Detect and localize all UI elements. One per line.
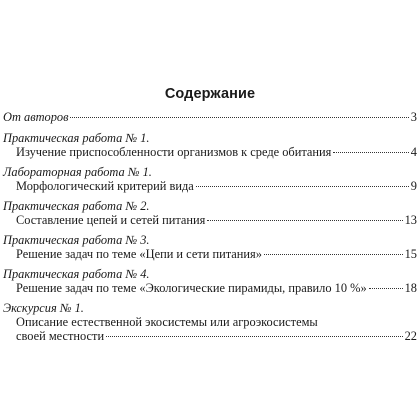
toc-entry-title: От авторов <box>3 110 69 124</box>
toc-page-number: 22 <box>404 329 417 343</box>
toc-entry-practical-4[interactable] <box>3 267 417 295</box>
toc-line <box>3 281 417 295</box>
page-title: Содержание <box>164 86 256 102</box>
toc-page-number: 13 <box>404 213 417 227</box>
toc-entry-lab-1[interactable] <box>3 165 417 193</box>
toc-page-number: 3 <box>410 110 417 124</box>
toc-line <box>3 247 417 261</box>
toc-entry-heading: Лабораторная работа № 1. <box>3 165 152 179</box>
table-of-contents <box>3 110 417 349</box>
toc-entry-practical-2[interactable] <box>3 199 417 227</box>
toc-entry-excursion-1[interactable] <box>3 301 417 343</box>
toc-entry-heading: Практическая работа № 1. <box>3 131 150 145</box>
toc-line <box>3 179 417 193</box>
dot-leader <box>106 336 403 337</box>
toc-entry-title-line-2: своей местности <box>16 329 105 343</box>
toc-page-number: 15 <box>404 247 417 261</box>
toc-entry-practical-1[interactable] <box>3 131 417 159</box>
toc-entry-title: Решение задач по теме «Цепи и сети питания» <box>16 247 262 261</box>
toc-entry-practical-3[interactable] <box>3 233 417 261</box>
toc-entry-heading: Практическая работа № 2. <box>3 199 150 213</box>
toc-entry-title: Составление цепей и сетей питания <box>16 213 206 227</box>
toc-line <box>3 213 417 227</box>
toc-entry-authors[interactable] <box>3 110 417 124</box>
toc-line <box>3 329 417 343</box>
toc-entry-title: Морфологический критерий вида <box>16 179 194 193</box>
dot-leader <box>333 152 408 153</box>
toc-page-number: 4 <box>410 145 417 159</box>
toc-entry-title-line-1: Описание естественной экосистемы или агроэкосистемы <box>16 315 318 329</box>
dot-leader <box>70 117 408 118</box>
toc-line <box>3 110 417 124</box>
toc-entry-title: Изучение приспособленности организмов к среде обитания <box>16 145 332 159</box>
toc-entry-heading: Экскурсия № 1. <box>3 301 84 315</box>
dot-leader <box>264 254 403 255</box>
toc-entry-title: Решение задач по теме «Экологические пирамиды, правило 10 %» <box>16 281 367 295</box>
toc-line <box>3 145 417 159</box>
toc-entry-heading: Практическая работа № 4. <box>3 267 150 281</box>
dot-leader <box>196 186 409 187</box>
toc-page-number: 9 <box>410 179 417 193</box>
toc-entry-heading: Практическая работа № 3. <box>3 233 150 247</box>
dot-leader <box>369 288 403 289</box>
dot-leader <box>207 220 402 221</box>
toc-page-number: 18 <box>404 281 417 295</box>
